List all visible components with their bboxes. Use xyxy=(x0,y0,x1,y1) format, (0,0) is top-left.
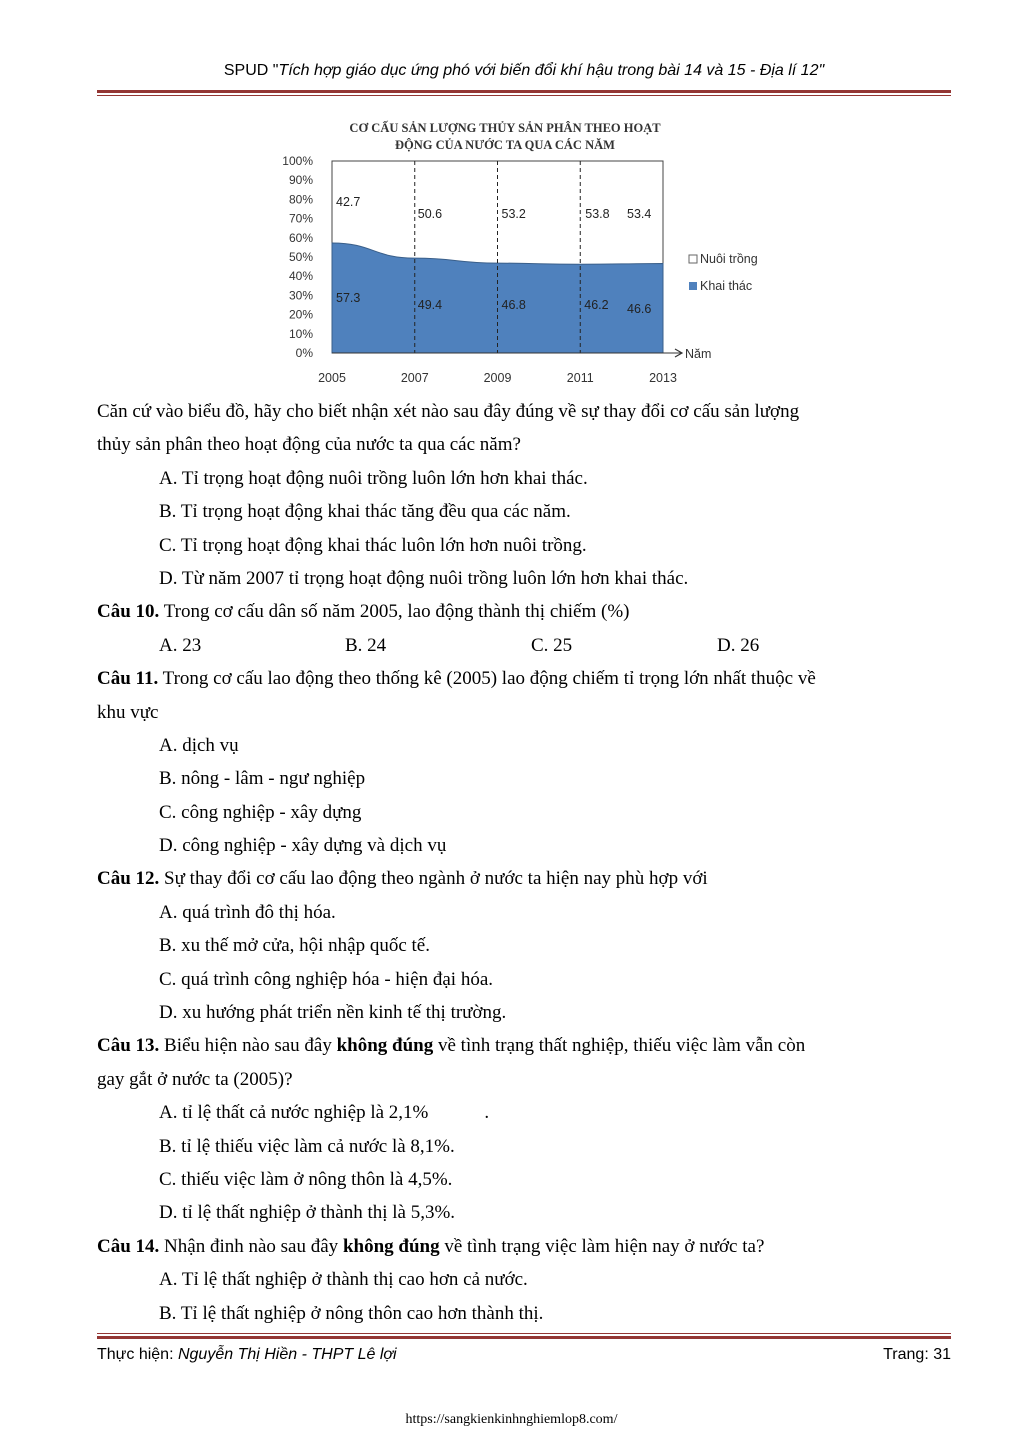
q13-text-post: về tình trạng thất nghiệp, thiếu việc làm vẫn còn xyxy=(433,1035,806,1057)
page-footer xyxy=(97,1346,951,1364)
q14-option-a: A. Tỉ lệ thất nghiệp ở thành thị cao hơn cả nước. xyxy=(159,1269,528,1291)
q11-option-c: C. công nghiệp - xây dựng xyxy=(159,801,362,823)
q13-stem-cont: gay gắt ở nước ta (2005)? xyxy=(97,1068,293,1090)
q12-option-d: D. xu hướng phát triển nền kinh tế thị trường. xyxy=(159,1002,507,1024)
q12-text: Sự thay đổi cơ cấu lao động theo ngành ở nước ta hiện nay phù hợp với xyxy=(159,868,708,890)
question-content xyxy=(97,395,951,1330)
y-tick-label: 0% xyxy=(295,346,313,360)
q10-option-d: D. 26 xyxy=(717,634,760,656)
q9-option-c: C. Tỉ trọng hoạt động khai thác luôn lớn hơn nuôi trồng. xyxy=(159,534,587,556)
intro-line2: thủy sản phân theo hoạt động của nước ta qua các năm? xyxy=(97,434,521,456)
y-tick-label: 90% xyxy=(288,173,313,188)
q10-option-a: A. 23 xyxy=(159,634,202,656)
q9-option-a: A. Tỉ trọng hoạt động nuôi trồng luôn lớn hơn khai thác. xyxy=(159,467,588,489)
header-title: Tích hợp giáo dục ứng phó với biến đổi khí hậu trong bài 14 và 15 - Địa lí 12" xyxy=(278,62,825,79)
x-tick-label: 2013 xyxy=(649,371,677,385)
q11-option-a: A. dịch vụ xyxy=(159,734,239,756)
q10-text: Trong cơ cấu dân số năm 2005, lao động thành thị chiếm (%) xyxy=(159,601,630,623)
q13-label: Câu 13. xyxy=(97,1035,160,1057)
legend-nuoi: Nuôi trồng xyxy=(700,252,758,266)
header-rule-thick xyxy=(97,90,951,93)
chart-legend xyxy=(689,252,758,293)
q10-option-c: C. 25 xyxy=(531,634,573,656)
y-tick-label: 60% xyxy=(288,230,313,245)
intro-line1: Căn cứ vào biểu đồ, hãy cho biết nhận xét nào sau đây đúng về sự thay đổi cơ cấu sản lượng xyxy=(97,401,800,422)
q11-label: Câu 11. xyxy=(97,668,159,690)
y-tick-label: 40% xyxy=(288,269,313,284)
data-label-khai-thac: 57.3 xyxy=(336,291,361,305)
q10-label: Câu 10. xyxy=(97,601,160,623)
q10-stem xyxy=(97,595,951,628)
q14-bold: không đúng xyxy=(342,1235,440,1257)
header-rule-thin xyxy=(97,95,951,96)
q14-text-post: về tình trạng việc làm hiện nay ở nước ta? xyxy=(439,1235,765,1257)
y-tick-label: 70% xyxy=(288,211,313,226)
data-label-khai-thac: 46.8 xyxy=(501,298,526,312)
page-header xyxy=(97,62,951,80)
data-label-khai-thac: 46.6 xyxy=(627,302,652,316)
x-axis-label: Năm xyxy=(685,347,712,361)
footer-author: Nguyễn Thị Hiền - THPT Lê lợi xyxy=(177,1346,397,1363)
source-url[interactable]: https://sangkienkinhnghiemlop8.com/ xyxy=(405,1412,618,1427)
data-label-nuoi-trong: 42.7 xyxy=(336,195,361,209)
data-label-nuoi-trong: 53.8 xyxy=(585,207,610,221)
y-tick-label: 80% xyxy=(288,192,313,207)
q11-text: Trong cơ cấu lao động theo thống kê (2005) lao động chiếm tỉ trọng lớn nhất thuộc về xyxy=(158,668,816,690)
q12-option-a: A. quá trình đô thị hóa. xyxy=(159,901,336,923)
q11-option-d: D. công nghiệp - xây dựng và dịch vụ xyxy=(159,835,447,857)
q13-option-a-row xyxy=(97,1096,951,1129)
q12-option-b: B. xu thế mở cửa, hội nhập quốc tế. xyxy=(159,935,430,957)
footer-prefix: Thực hiện: xyxy=(97,1346,178,1363)
q9-option-b: B. Tỉ trọng hoạt động khai thác tăng đều qua các năm. xyxy=(159,501,571,523)
q14-text-pre: Nhận đinh nào sau đây xyxy=(159,1235,343,1257)
q13-option-a: A. tỉ lệ thất cả nước nghiệp là 2,1% xyxy=(159,1102,429,1124)
data-label-nuoi-trong: 53.2 xyxy=(501,207,526,221)
footer-rule-thick xyxy=(97,1336,951,1339)
q14-stem xyxy=(97,1230,951,1263)
header-prefix: SPUD " xyxy=(223,62,279,79)
legend-swatch-khai xyxy=(689,282,697,290)
q13-option-a-dot: . xyxy=(484,1102,490,1124)
data-label-nuoi-trong: 53.4 xyxy=(627,207,652,221)
q10-options xyxy=(97,629,951,662)
q12-stem xyxy=(97,862,951,895)
q14-option-b: B. Tỉ lệ thất nghiệp ở nông thôn cao hơn thành thị. xyxy=(159,1302,544,1324)
q13-option-b: B. tỉ lệ thiếu việc làm cả nước là 8,1%. xyxy=(159,1135,455,1157)
q12-label: Câu 12. xyxy=(97,868,160,890)
legend-khai: Khai thác xyxy=(700,279,753,293)
legend-swatch-nuoi xyxy=(689,255,697,263)
data-label-khai-thac: 49.4 xyxy=(417,298,443,312)
x-tick-label: 2005 xyxy=(318,371,346,385)
q10-option-b: B. 24 xyxy=(345,634,387,656)
q11-option-b: B. nông - lâm - ngư nghiệp xyxy=(159,768,366,790)
q13-stem xyxy=(97,1029,951,1062)
y-tick-label: 100% xyxy=(282,154,313,168)
x-tick-label: 2007 xyxy=(400,371,429,385)
data-label-khai-thac: 46.2 xyxy=(584,298,609,312)
y-tick-label: 30% xyxy=(288,288,313,303)
footer-rule-thin xyxy=(97,1333,951,1334)
q14-label: Câu 14. xyxy=(97,1235,160,1257)
y-tick-label: 10% xyxy=(288,326,313,341)
page-number: Trang: 31 xyxy=(883,1346,951,1363)
q13-bold: không đúng xyxy=(336,1035,434,1057)
q13-text-pre: Biểu hiện nào sau đây xyxy=(159,1035,337,1057)
x-tick-label: 2011 xyxy=(566,371,594,385)
y-tick-label: 20% xyxy=(288,307,313,322)
y-tick-label: 50% xyxy=(288,250,313,264)
x-tick-label: 2009 xyxy=(483,371,512,385)
q9-option-d: D. Từ năm 2007 tỉ trọng hoạt động nuôi trồng luôn lớn hơn khai thác. xyxy=(159,567,689,589)
q11-stem xyxy=(97,662,951,695)
data-label-nuoi-trong: 50.6 xyxy=(417,207,443,221)
q12-option-c: C. quá trình công nghiệp hóa - hiện đại hóa. xyxy=(159,968,494,990)
chart-title-line1: CƠ CẤU SẢN LƯỢNG THỦY SẢN PHÂN THEO HOẠT xyxy=(349,121,661,135)
q11-stem-cont: khu vực xyxy=(97,701,159,723)
chart-title-line2: ĐỘNG CỦA NƯỚC TA QUA CÁC NĂM xyxy=(395,138,615,152)
q13-option-c: C. thiếu việc làm ở nông thôn là 4,5%. xyxy=(159,1168,453,1190)
fishery-structure-chart xyxy=(265,112,785,392)
q13-option-d: D. tỉ lệ thất nghiệp ở thành thị là 5,3%. xyxy=(159,1202,456,1224)
